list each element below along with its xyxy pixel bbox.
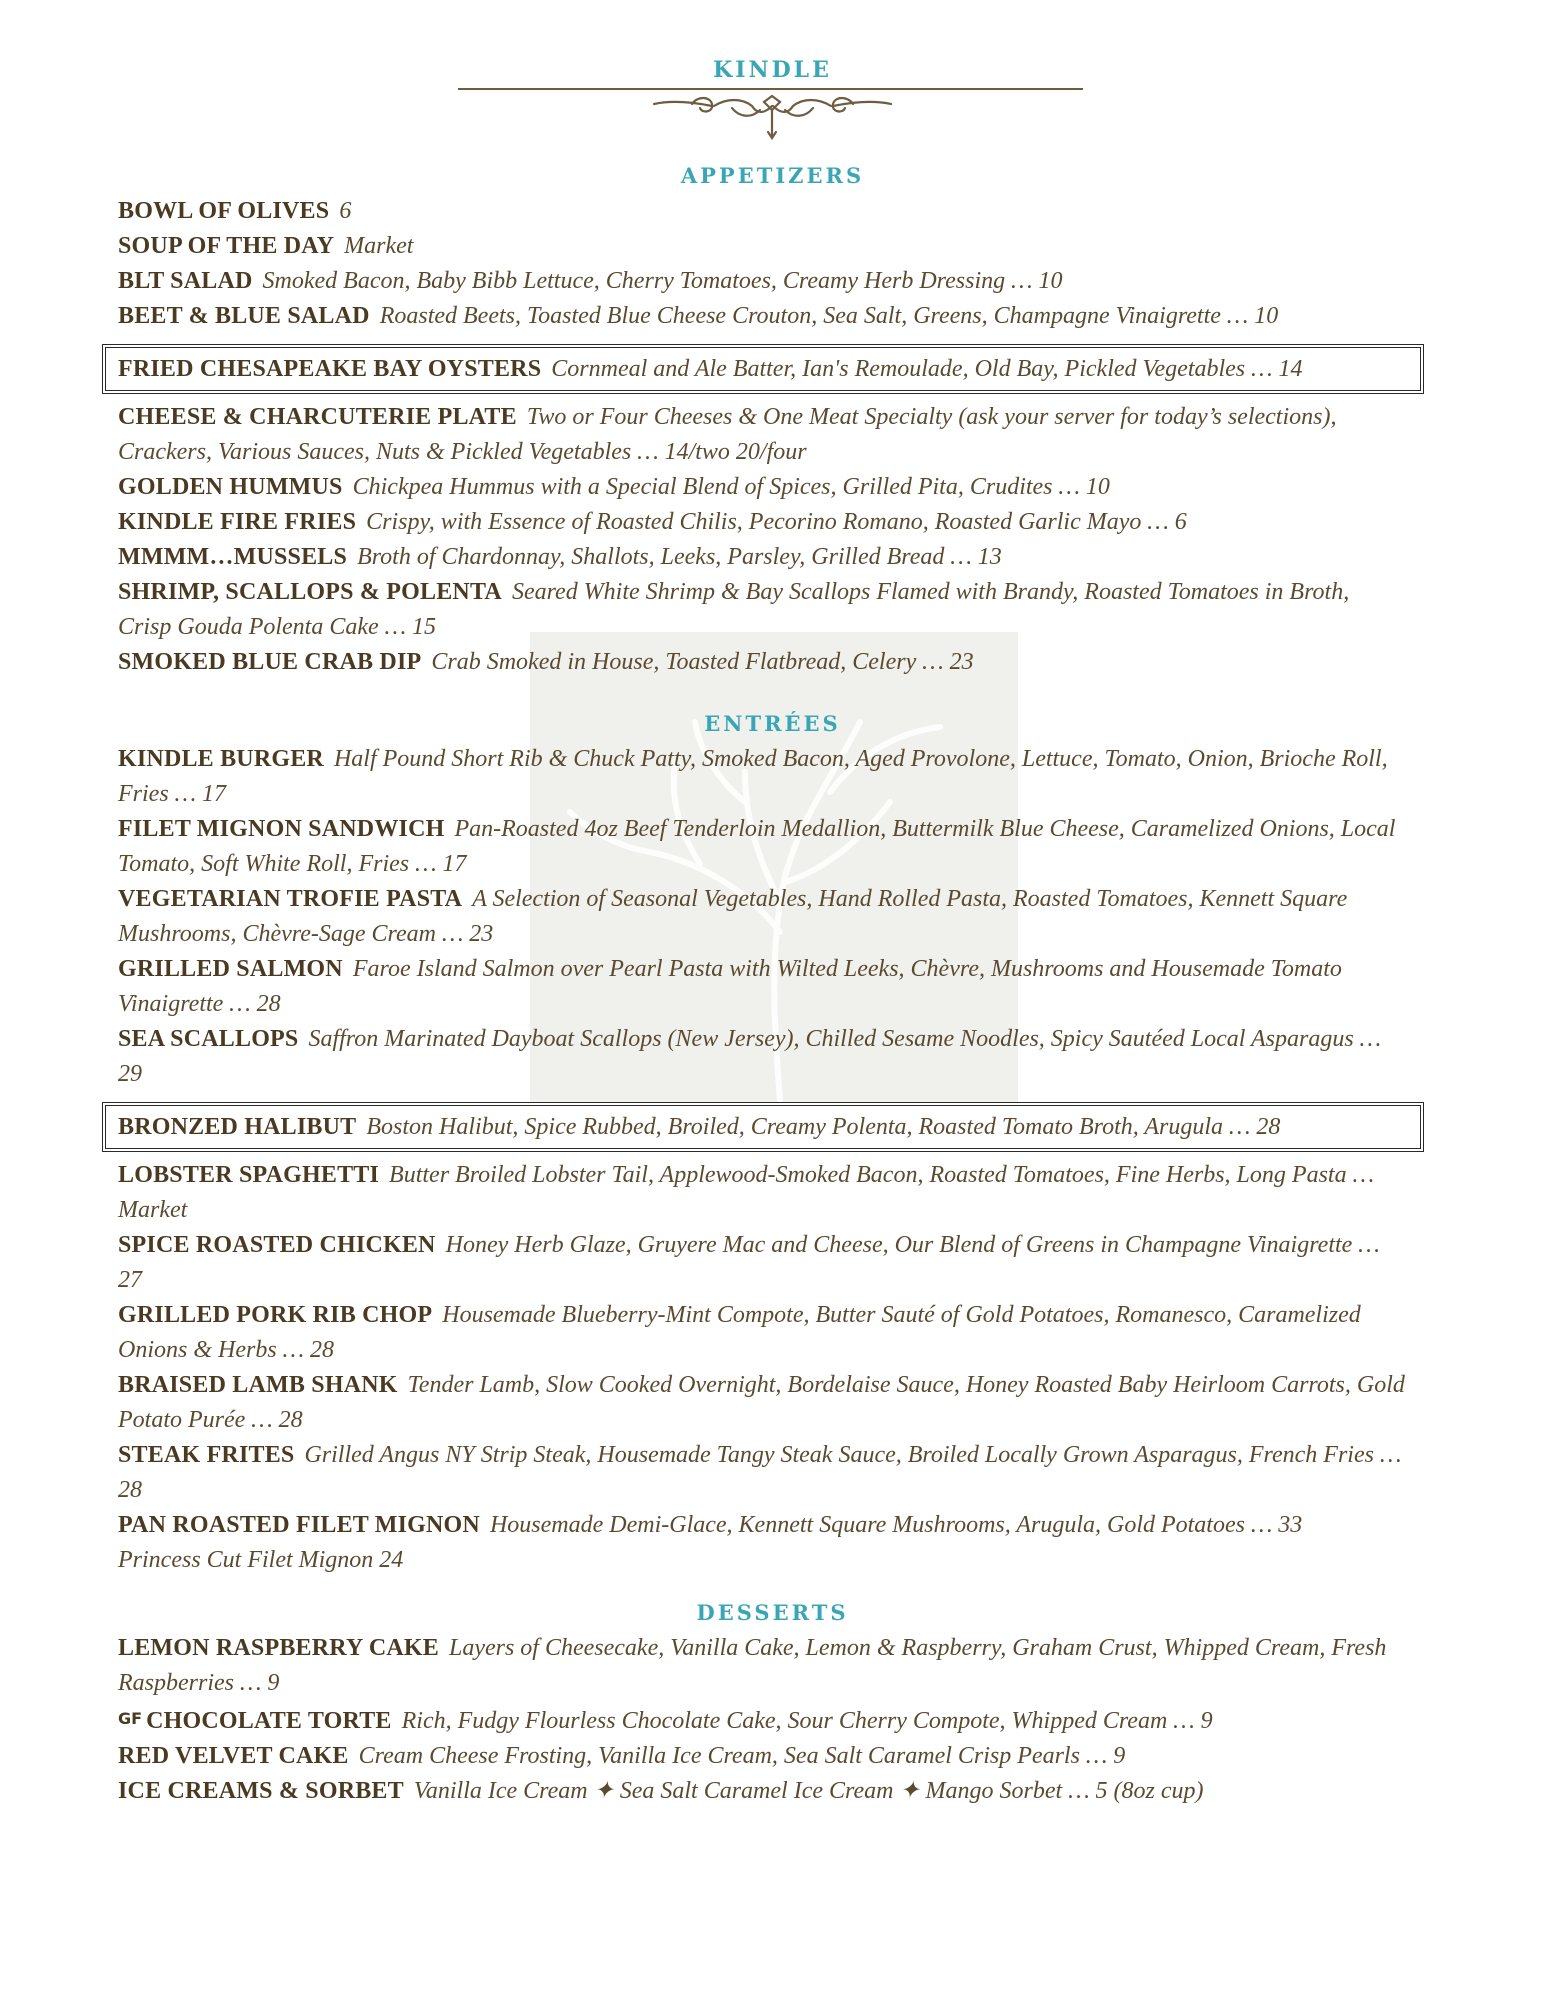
- restaurant-name: KINDLE: [713, 57, 832, 83]
- item-name: BLT SALAD: [118, 268, 253, 294]
- item-name: CHEESE & CHARCUTERIE PLATE: [118, 404, 517, 430]
- item-name: SOUP OF THE DAY: [118, 233, 335, 259]
- menu-item: [118, 575, 1408, 645]
- item-name: ICE CREAMS & SORBET: [118, 1778, 404, 1804]
- item-description: Chickpea Hummus with a Special Blend of Spices, Grilled Pita, Crudites … 10: [352, 474, 1110, 500]
- item-description: Roasted Beets, Toasted Blue Cheese Crouton, Sea Salt, Greens, Champagne Vinaigrette … 10: [379, 303, 1279, 329]
- item-name: BOWL OF OLIVES: [118, 198, 330, 224]
- item-description: Half Pound Short Rib & Chuck Patty, Smoked Bacon, Aged Provolone, Lettuce, Tomato, Onion, Brioche Roll, Fries … 17: [118, 746, 1388, 807]
- item-description: Rich, Fudgy Flourless Chocolate Cake, Sour Cherry Compote, Whipped Cream … 9: [401, 1708, 1213, 1734]
- item-name: KINDLE BURGER: [118, 746, 324, 772]
- ornament-flourish-icon: [652, 94, 893, 140]
- item-name: FRIED CHESAPEAKE BAY OYSTERS: [118, 356, 542, 382]
- item-name: SPICE ROASTED CHICKEN: [118, 1232, 436, 1258]
- menu-item: [118, 264, 1408, 299]
- item-description: Crispy, with Essence of Roasted Chilis, Pecorino Romano, Roasted Garlic Mayo … 6: [366, 509, 1187, 535]
- menu-item: [118, 952, 1408, 1022]
- item-name: PAN ROASTED FILET MIGNON: [118, 1512, 480, 1538]
- menu-item: [118, 1022, 1408, 1092]
- item-description: Two or Four Cheeses & One Meat Specialty (ask your server for today’s selections), Crackers, Various Sauces, Nuts & Pickled Vegetables … 14/two 20/four: [118, 404, 1337, 465]
- menu-item: [118, 1631, 1408, 1701]
- item-name: SEA SCALLOPS: [118, 1026, 299, 1052]
- item-name: LOBSTER SPAGHETTI: [118, 1162, 380, 1188]
- item-name: STEAK FRITES: [118, 1442, 295, 1468]
- menu-item: [118, 505, 1408, 540]
- menu-item: [118, 812, 1408, 882]
- item-name: KINDLE FIRE FRIES: [118, 509, 357, 535]
- entrees-list: [118, 742, 1408, 1578]
- item-name: LEMON RASPBERRY CAKE: [118, 1635, 439, 1661]
- item-description: Cream Cheese Frosting, Vanilla Ice Cream, Sea Salt Caramel Crisp Pearls … 9: [358, 1743, 1126, 1769]
- menu-item: [118, 1774, 1408, 1809]
- menu-item: [118, 742, 1408, 812]
- item-description: Broth of Chardonnay, Shallots, Leeks, Parsley, Grilled Bread … 13: [357, 544, 1002, 570]
- menu-item: [118, 882, 1408, 952]
- item-name: MMMM…MUSSELS: [118, 544, 348, 570]
- gluten-free-badge: GF: [118, 1709, 143, 1728]
- item-description: Seared White Shrimp & Bay Scallops Flamed with Brandy, Roasted Tomatoes in Broth, Crisp Gouda Polenta Cake … 15: [118, 579, 1350, 640]
- item-description: Market: [344, 233, 414, 259]
- menu-item: [118, 1438, 1408, 1508]
- item-description: Tender Lamb, Slow Cooked Overnight, Bordelaise Sauce, Honey Roasted Baby Heirloom Carrots, Gold Potato Purée … 28: [118, 1372, 1405, 1433]
- item-description: Housemade Blueberry-Mint Compote, Butter Sauté of Gold Potatoes, Romanesco, Caramelized Onions & Herbs … 28: [118, 1302, 1361, 1363]
- item-description: Vanilla Ice Cream ✦ Sea Salt Caramel Ice Cream ✦ Mango Sorbet … 5 (8oz cup): [413, 1778, 1204, 1804]
- menu-item: [118, 645, 1408, 680]
- item-description: A Selection of Seasonal Vegetables, Hand Rolled Pasta, Roasted Tomatoes, Kennett Square Mushrooms, Chèvre-Sage Cream … 23: [118, 886, 1348, 947]
- item-description: Saffron Marinated Dayboat Scallops (New Jersey), Chilled Sesame Noodles, Spicy Sautéed Local Asparagus … 29: [118, 1026, 1382, 1087]
- menu-item: [118, 400, 1408, 470]
- menu-item: [118, 1739, 1408, 1774]
- item-name: GOLDEN HUMMUS: [118, 474, 343, 500]
- section-title-entrees: ENTRÉES: [704, 711, 841, 736]
- item-name: GRILLED SALMON: [118, 956, 343, 982]
- item-description: Boston Halibut, Spice Rubbed, Broiled, Creamy Polenta, Roasted Tomato Broth, Arugula … 28: [366, 1114, 1281, 1140]
- item-name: RED VELVET CAKE: [118, 1743, 349, 1769]
- menu-item: [118, 1158, 1408, 1228]
- item-name: FILET MIGNON SANDWICH: [118, 816, 445, 842]
- item-description: Grilled Angus NY Strip Steak, Housemade Tangy Steak Sauce, Broiled Locally Grown Asparagus, French Fries … 28: [118, 1442, 1402, 1503]
- item-name: GRILLED PORK RIB CHOP: [118, 1302, 433, 1328]
- item-sub-option: Princess Cut Filet Mignon 24: [118, 1547, 404, 1573]
- desserts-list: [118, 1631, 1408, 1809]
- menu-item: [118, 1298, 1408, 1368]
- item-name: BRONZED HALIBUT: [118, 1114, 357, 1140]
- menu-item: [118, 540, 1408, 575]
- menu-item: [118, 194, 1408, 229]
- item-name: BRAISED LAMB SHANK: [118, 1372, 398, 1398]
- section-title-appetizers: APPETIZERS: [680, 163, 865, 188]
- menu-item: [118, 470, 1408, 505]
- item-description: Crab Smoked in House, Toasted Flatbread, Celery … 23: [431, 649, 974, 675]
- appetizers-list: [118, 194, 1408, 680]
- section-title-desserts: DESSERTS: [696, 1600, 849, 1625]
- menu-item: [118, 229, 1408, 264]
- menu-item: [118, 1228, 1408, 1298]
- menu-item: [118, 1508, 1408, 1578]
- item-description: Pan-Roasted 4oz Beef Tenderloin Medallion, Buttermilk Blue Cheese, Caramelized Onions, Local Tomato, Soft White Roll, Fries … 17: [118, 816, 1396, 877]
- item-name: BEET & BLUE SALAD: [118, 303, 370, 329]
- header-rule: [458, 88, 1083, 90]
- item-description: Faroe Island Salmon over Pearl Pasta with Wilted Leeks, Chèvre, Mushrooms and Housemade Tomato Vinaigrette … 28: [118, 956, 1342, 1017]
- item-description: Smoked Bacon, Baby Bibb Lettuce, Cherry Tomatoes, Creamy Herb Dressing … 10: [262, 268, 1063, 294]
- item-description: Housemade Demi-Glace, Kennett Square Mushrooms, Arugula, Gold Potatoes … 33: [489, 1512, 1303, 1538]
- item-name: SMOKED BLUE CRAB DIP: [118, 649, 422, 675]
- item-description: Butter Broiled Lobster Tail, Applewood-Smoked Bacon, Roasted Tomatoes, Fine Herbs, Long Pasta … Market: [118, 1162, 1374, 1223]
- item-description: 6: [339, 198, 352, 224]
- item-name: CHOCOLATE TORTE: [146, 1708, 392, 1734]
- item-description: Cornmeal and Ale Batter, Ian's Remoulade, Old Bay, Pickled Vegetables … 14: [551, 356, 1303, 382]
- menu-item-highlighted: [102, 1102, 1424, 1152]
- item-name: SHRIMP, SCALLOPS & POLENTA: [118, 579, 502, 605]
- menu-item-highlighted: [102, 344, 1424, 394]
- menu-item: [118, 1368, 1408, 1438]
- item-description: Honey Herb Glaze, Gruyere Mac and Cheese, Our Blend of Greens in Champagne Vinaigrette … 27: [118, 1232, 1380, 1293]
- item-description: Layers of Cheesecake, Vanilla Cake, Lemon & Raspberry, Graham Crust, Whipped Cream, Fresh Raspberries … 9: [118, 1635, 1387, 1696]
- item-name: VEGETARIAN TROFIE PASTA: [118, 886, 463, 912]
- menu-item: [118, 1701, 1408, 1739]
- menu-item: [118, 299, 1408, 334]
